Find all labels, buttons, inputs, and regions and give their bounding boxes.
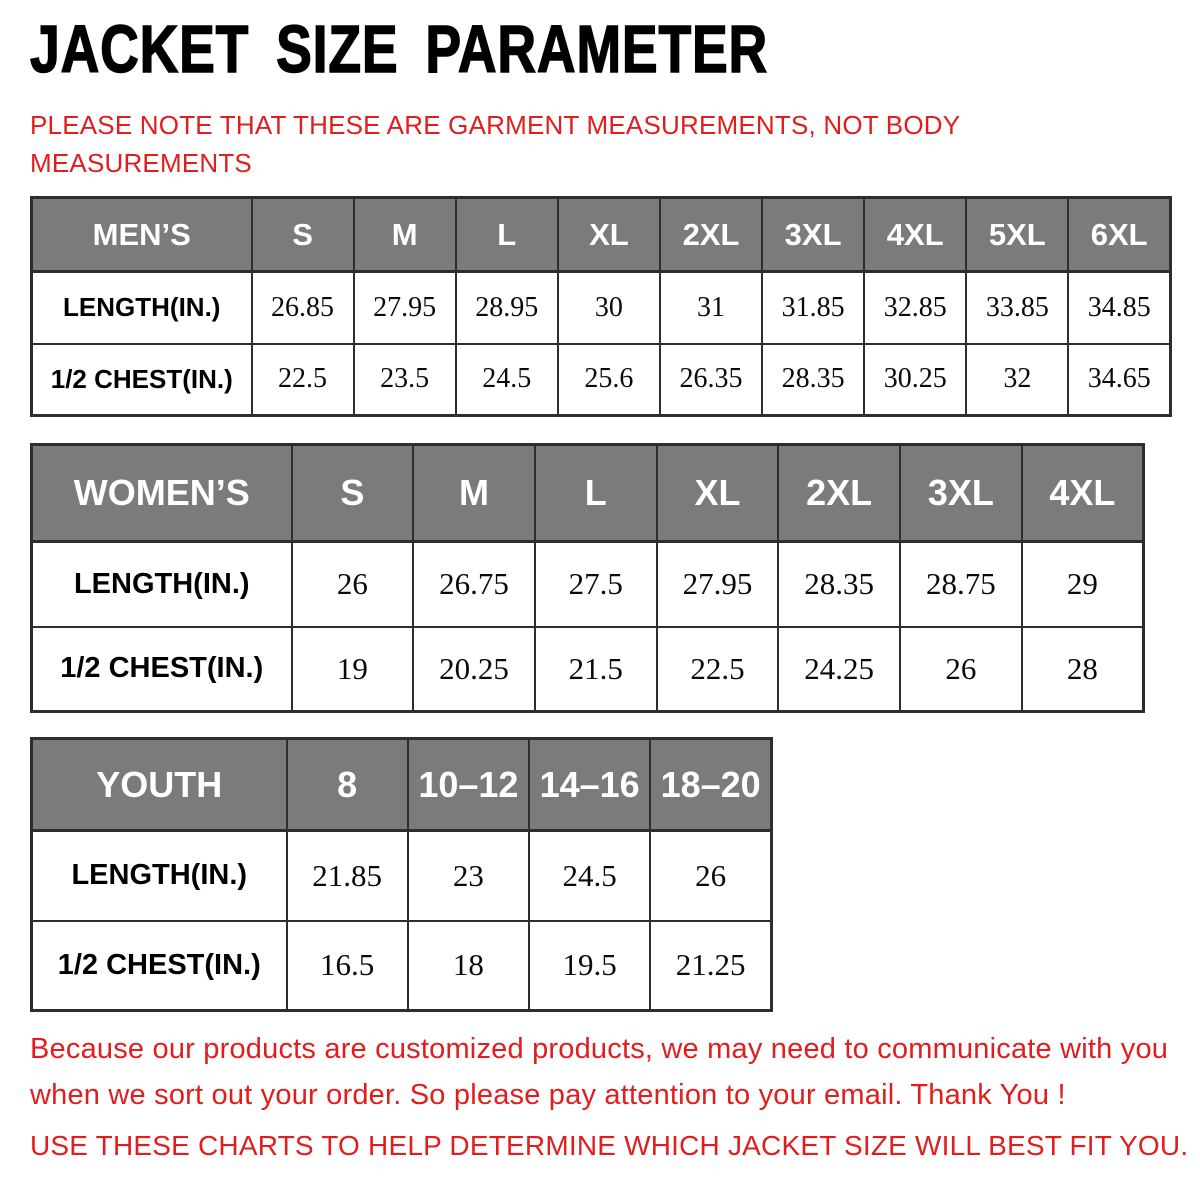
- value-cell: 28.35: [762, 344, 864, 416]
- value-cell: 25.6: [558, 344, 660, 416]
- size-header-cell: 4XL: [864, 198, 966, 272]
- value-cell: 21.25: [650, 921, 771, 1011]
- row-label: LENGTH(IN.): [32, 272, 252, 344]
- mens-size-table: [30, 196, 1172, 417]
- size-header-cell: 5XL: [966, 198, 1068, 272]
- value-cell: 23.5: [354, 344, 456, 416]
- value-cell: 23: [408, 831, 529, 921]
- mens-header-row: [32, 198, 1171, 272]
- customization-notice: Because our products are customized products, we may need to communicate with you when we sort out your order. So please pay attention to your email. Thank You !: [30, 1033, 1169, 1111]
- size-header-cell: 3XL: [900, 445, 1022, 542]
- row-label: 1/2 CHEST(IN.): [32, 921, 287, 1011]
- size-header-cell: XL: [657, 445, 779, 542]
- value-cell: 29: [1022, 542, 1144, 627]
- size-header-cell: 3XL: [762, 198, 864, 272]
- size-header-cell: M: [413, 445, 535, 542]
- size-header-cell: M: [354, 198, 456, 272]
- value-cell: 21.5: [535, 627, 657, 712]
- value-cell: 27.5: [535, 542, 657, 627]
- value-cell: 28.35: [778, 542, 900, 627]
- value-cell: 19.5: [529, 921, 650, 1011]
- mens-chest-row: [32, 344, 1171, 416]
- row-label: LENGTH(IN.): [32, 542, 292, 627]
- mens-length-row: [32, 272, 1171, 344]
- value-cell: 24.25: [778, 627, 900, 712]
- youth-chest-row: [32, 921, 772, 1011]
- size-header-cell: 2XL: [660, 198, 762, 272]
- page-title-text: JACKET SIZE PARAMETER: [30, 12, 769, 87]
- value-cell: 30.25: [864, 344, 966, 416]
- value-cell: 34.85: [1068, 272, 1170, 344]
- youth-length-row: [32, 831, 772, 921]
- fit-instruction: USE THESE CHARTS TO HELP DETERMINE WHICH JACKET SIZE WILL BEST FIT YOU.: [30, 1130, 1189, 1161]
- value-cell: 32.85: [864, 272, 966, 344]
- row-label: 1/2 CHEST(IN.): [32, 344, 252, 416]
- value-cell: 26.35: [660, 344, 762, 416]
- mens-table-title-cell: MEN’S: [32, 198, 252, 272]
- value-cell: 33.85: [966, 272, 1068, 344]
- row-label: LENGTH(IN.): [32, 831, 287, 921]
- value-cell: 34.65: [1068, 344, 1170, 416]
- size-header-cell: L: [535, 445, 657, 542]
- value-cell: 24.5: [456, 344, 558, 416]
- womens-chest-row: [32, 627, 1144, 712]
- value-cell: 31.85: [762, 272, 864, 344]
- value-cell: 30: [558, 272, 660, 344]
- size-header-cell: 8: [287, 739, 408, 831]
- value-cell: 27.95: [657, 542, 779, 627]
- value-cell: 28.75: [900, 542, 1022, 627]
- size-header-cell: 4XL: [1022, 445, 1144, 542]
- value-cell: 24.5: [529, 831, 650, 921]
- youth-header-row: [32, 739, 772, 831]
- value-cell: 22.5: [252, 344, 354, 416]
- value-cell: 26: [292, 542, 414, 627]
- size-header-cell: 10–12: [408, 739, 529, 831]
- womens-size-table: [30, 443, 1145, 713]
- size-header-cell: S: [292, 445, 414, 542]
- value-cell: 16.5: [287, 921, 408, 1011]
- page-title: [30, 14, 953, 86]
- womens-header-row: [32, 445, 1144, 542]
- size-header-cell: XL: [558, 198, 660, 272]
- value-cell: 26.85: [252, 272, 354, 344]
- value-cell: 26.75: [413, 542, 535, 627]
- size-header-cell: 18–20: [650, 739, 771, 831]
- value-cell: 22.5: [657, 627, 779, 712]
- size-header-cell: L: [456, 198, 558, 272]
- value-cell: 28.95: [456, 272, 558, 344]
- garment-measurement-note: PLEASE NOTE THAT THESE ARE GARMENT MEASUREMENTS, NOT BODY MEASUREMENTS: [30, 110, 960, 178]
- value-cell: 26: [900, 627, 1022, 712]
- youth-table-title-cell: YOUTH: [32, 739, 287, 831]
- womens-length-row: [32, 542, 1144, 627]
- womens-table-title-cell: WOMEN’S: [32, 445, 292, 542]
- size-header-cell: S: [252, 198, 354, 272]
- value-cell: 18: [408, 921, 529, 1011]
- size-header-cell: 6XL: [1068, 198, 1170, 272]
- row-label: 1/2 CHEST(IN.): [32, 627, 292, 712]
- value-cell: 27.95: [354, 272, 456, 344]
- value-cell: 28: [1022, 627, 1144, 712]
- value-cell: 32: [966, 344, 1068, 416]
- size-header-cell: 2XL: [778, 445, 900, 542]
- youth-size-table: [30, 737, 773, 1012]
- value-cell: 19: [292, 627, 414, 712]
- value-cell: 21.85: [287, 831, 408, 921]
- value-cell: 26: [650, 831, 771, 921]
- size-header-cell: 14–16: [529, 739, 650, 831]
- value-cell: 20.25: [413, 627, 535, 712]
- value-cell: 31: [660, 272, 762, 344]
